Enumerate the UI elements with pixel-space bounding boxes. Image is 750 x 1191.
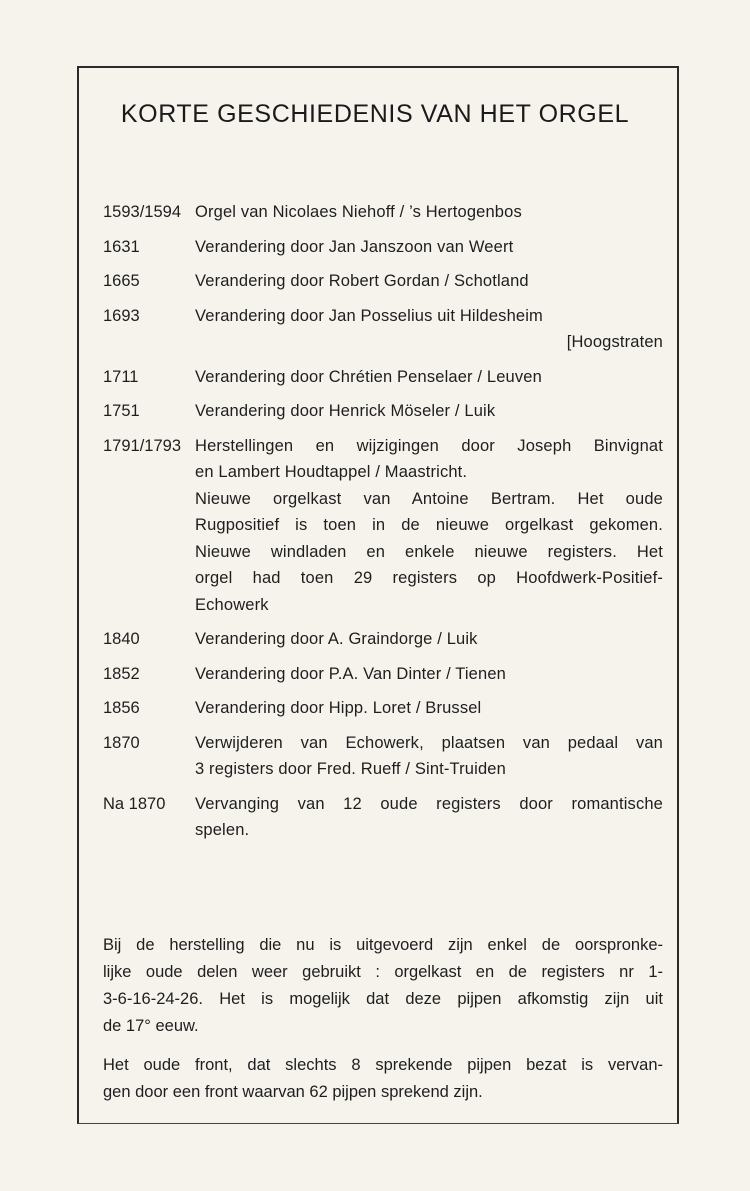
entry-line: 3 registers door Fred. Rueff / Sint-Truiden — [195, 760, 506, 778]
timeline-entry — [103, 433, 663, 619]
entry-year: 1870 — [103, 733, 140, 752]
entry-text — [195, 791, 663, 844]
timeline-entry — [103, 268, 663, 295]
entry-line: Nieuwe windladen en enkele nieuwe registers. Het — [195, 542, 663, 561]
entry-line: Verwijderen van Echowerk, plaatsen van pedaal van — [195, 733, 663, 752]
timeline-entry — [103, 791, 663, 844]
entry-year: 1852 — [103, 664, 140, 683]
entry-line: orgel had toen 29 registers op Hoofdwerk-Positief- — [195, 569, 663, 587]
entry-year: 1693 — [103, 306, 140, 325]
timeline-entry — [103, 364, 663, 391]
note-paragraph — [103, 932, 663, 1040]
entry-line: Verandering door Jan Janszoon van Weert — [195, 237, 514, 256]
entry-year: 1791/1793 — [103, 436, 181, 455]
entry-year: 1593/1594 — [103, 203, 181, 221]
entry-line: Herstellingen en wijzigingen door Joseph Binvignat — [195, 436, 663, 455]
note-line: Bij de herstelling die nu is uitgevoerd zijn enkel de oorspronke- — [103, 936, 663, 954]
entry-text — [195, 364, 663, 391]
entry-text — [195, 626, 663, 653]
entry-text — [195, 303, 663, 356]
entry-text — [195, 695, 663, 722]
entry-text — [195, 730, 663, 783]
entry-text — [195, 398, 663, 425]
entry-line: Verandering door Jan Posselius uit Hildesheim — [195, 306, 543, 325]
entry-line: Vervanging van 12 oude registers door romantische — [195, 794, 663, 813]
entry-line: en Lambert Houdtappel / Maastricht. — [195, 463, 468, 481]
entry-text — [195, 661, 663, 688]
note-line: de 17° eeuw. — [103, 1017, 199, 1035]
timeline-entry — [103, 661, 663, 688]
timeline-entry — [103, 730, 663, 783]
entry-line: Verandering door P.A. Van Dinter / Tienen — [195, 664, 506, 683]
timeline-entry — [103, 303, 663, 356]
entry-year: 1665 — [103, 272, 140, 290]
entry-line: Verandering door A. Graindorge / Luik — [195, 630, 478, 648]
entry-line: spelen. — [195, 821, 250, 839]
entry-year: 1751 — [103, 402, 140, 420]
timeline-entry — [103, 199, 663, 226]
entry-line: Rugpositief is toen in de nieuwe orgelkast gekomen. — [195, 516, 663, 534]
entry-line: Echowerk — [195, 595, 269, 614]
entry-text — [195, 199, 663, 226]
entry-year: 1856 — [103, 699, 140, 717]
entry-line: Nieuwe orgelkast van Antoine Bertram. Het oude — [195, 489, 663, 508]
entry-text — [195, 268, 663, 295]
page-title: KORTE GESCHIEDENIS VAN HET ORGEL — [120, 100, 630, 128]
entry-year: 1631 — [103, 237, 140, 256]
note-line: Het oude front, dat slechts 8 sprekende pijpen bezat is vervan- — [103, 1056, 663, 1074]
entry-line: Orgel van Nicolaes Niehoff / ’s Hertogenbos — [195, 203, 522, 221]
entry-line: Verandering door Robert Gordan / Schotland — [195, 272, 529, 290]
timeline-entry — [103, 695, 663, 722]
note-line: 3-6-16-24-26. Het is mogelijk dat deze pijpen afkomstig zijn uit — [103, 990, 663, 1008]
timeline-entry — [103, 234, 663, 261]
entry-text — [195, 234, 663, 261]
note-paragraph — [103, 1052, 663, 1106]
entry-line: Verandering door Hipp. Loret / Brussel — [195, 699, 482, 717]
entry-line: Verandering door Chrétien Penselaer / Leuven — [195, 367, 542, 386]
note-line: lijke oude delen weer gebruikt : orgelkast en de registers nr 1- — [103, 963, 663, 981]
entry-text — [195, 433, 663, 619]
entry-year: Na 1870 — [103, 794, 166, 813]
restoration-notes — [103, 932, 663, 1118]
timeline — [103, 199, 663, 844]
note-line: gen door een front waarvan 62 pijpen sprekend zijn. — [103, 1083, 483, 1101]
timeline-entry — [103, 626, 663, 653]
entry-year: 1840 — [103, 630, 140, 648]
entry-line: Verandering door Henrick Möseler / Luik — [195, 402, 496, 420]
entry-year: 1711 — [103, 367, 139, 386]
entry-line: [Hoogstraten — [566, 333, 663, 351]
timeline-entry — [103, 398, 663, 425]
